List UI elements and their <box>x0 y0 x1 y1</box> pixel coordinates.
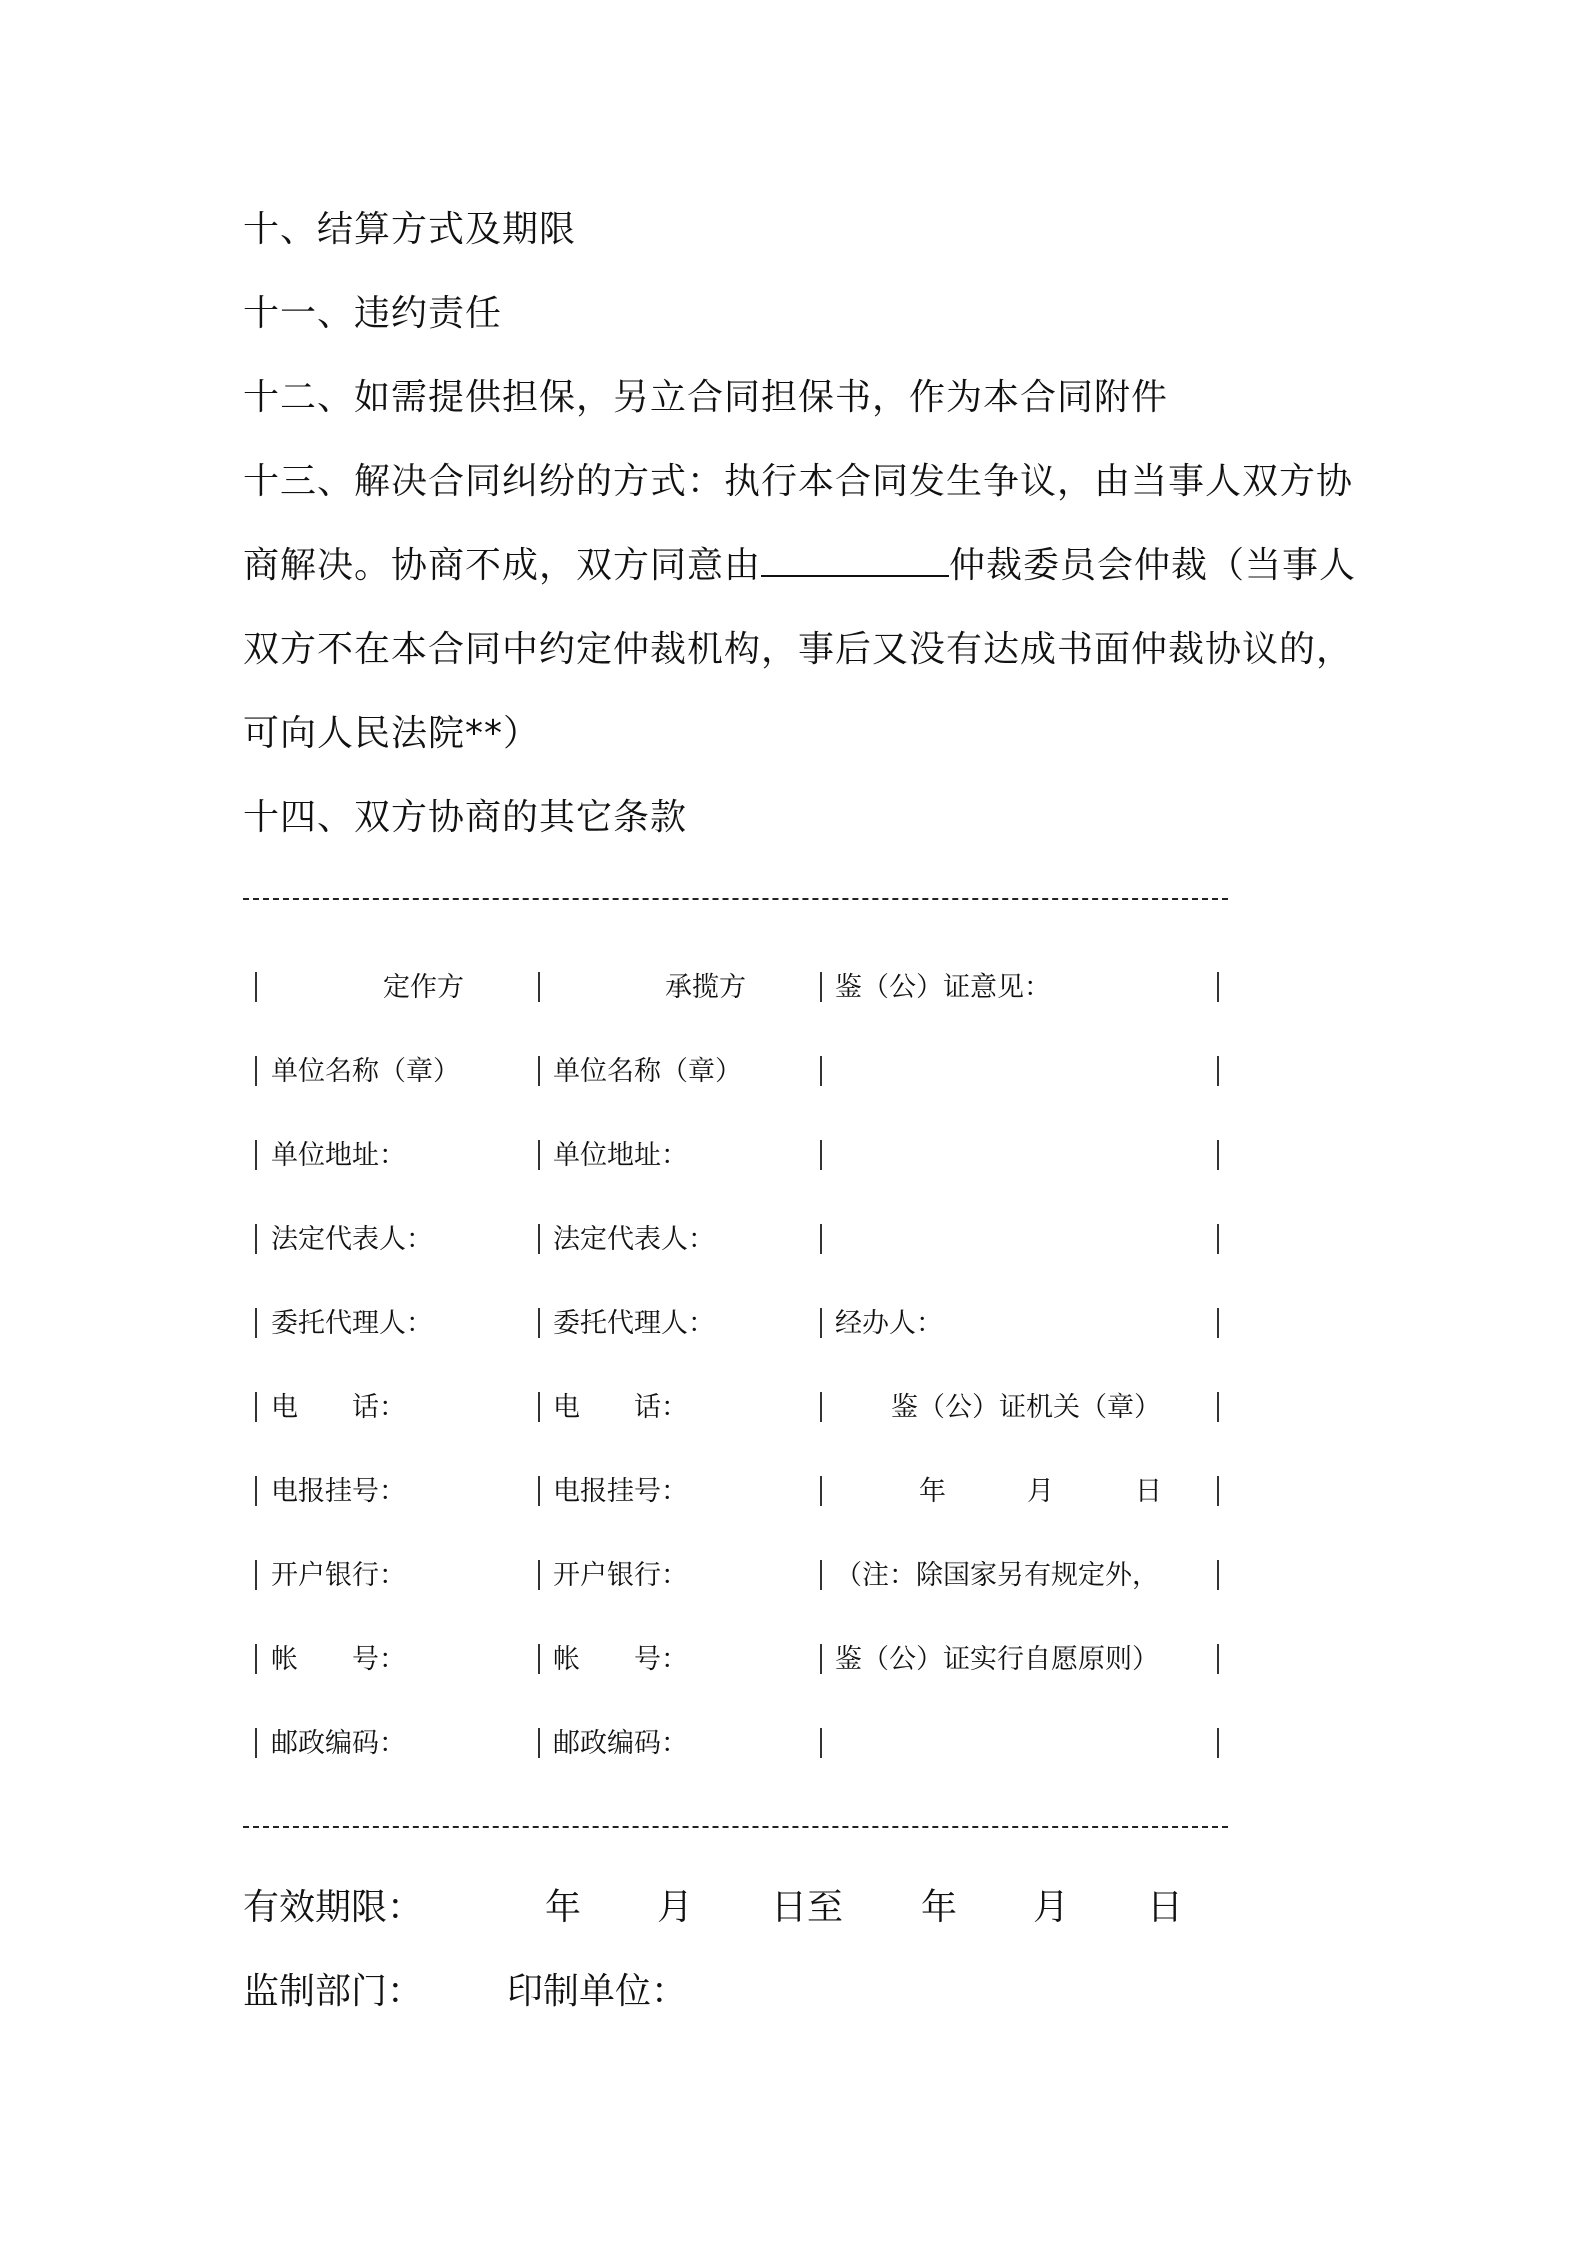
table-row <box>243 1052 1243 1092</box>
table-column-separator <box>538 1560 540 1590</box>
clause-13-line-2-end: 仲裁委员会仲裁（当事人 <box>949 545 1357 586</box>
validity-year-start: 年 <box>545 1887 582 1928</box>
notary-cell: （注：除国家另有规定外， <box>835 1560 1159 1591</box>
clause-12: 十二、如需提供担保，另立合同担保书，作为本合同附件 <box>243 377 1169 418</box>
party-b-cell: 开户银行： <box>553 1560 688 1591</box>
table-column-separator <box>255 1728 257 1758</box>
table-column-separator <box>820 1224 822 1254</box>
party-b-cell: 承揽方 <box>665 972 746 1003</box>
clause-13-line-4: 可向人民法院**） <box>243 713 541 754</box>
table-column-separator <box>255 1224 257 1254</box>
clause-13-line-3: 双方不在本合同中约定仲裁机构，事后又没有达成书面仲裁协议的， <box>243 629 1354 670</box>
table-column-separator <box>255 1476 257 1506</box>
table-column-separator <box>538 1644 540 1674</box>
notary-cell: 鉴（公）证机关（章） <box>891 1392 1161 1423</box>
party-a-cell: 委托代理人： <box>271 1308 433 1339</box>
table-row <box>243 1304 1243 1344</box>
validity-year-end: 年 <box>921 1887 958 1928</box>
party-a-cell: 定作方 <box>383 972 464 1003</box>
table-column-separator <box>1217 1560 1219 1590</box>
validity-day-to: 日至 <box>771 1887 844 1928</box>
table-column-separator <box>1217 1644 1219 1674</box>
table-column-separator <box>1217 1392 1219 1422</box>
validity-day-end: 日 <box>1147 1887 1184 1928</box>
table-column-separator <box>1217 972 1219 1002</box>
table-column-separator <box>820 972 822 1002</box>
table-column-separator <box>820 1560 822 1590</box>
table-row <box>243 1640 1243 1680</box>
table-column-separator <box>255 1560 257 1590</box>
party-b-cell: 委托代理人： <box>553 1308 715 1339</box>
notary-cell: 鉴（公）证意见： <box>835 972 1051 1003</box>
table-column-separator <box>538 972 540 1002</box>
table-column-separator <box>255 972 257 1002</box>
table-column-separator <box>538 1140 540 1170</box>
validity-month-start: 月 <box>657 1887 694 1928</box>
party-a-cell: 单位名称（章） <box>271 1056 460 1087</box>
dashed-divider-top <box>243 898 1228 900</box>
party-a-cell: 单位地址： <box>271 1140 406 1171</box>
party-b-cell: 帐 号： <box>553 1644 688 1675</box>
table-column-separator <box>820 1476 822 1506</box>
table-column-separator <box>538 1056 540 1086</box>
validity-label: 有效期限： <box>243 1887 424 1928</box>
table-column-separator <box>1217 1224 1219 1254</box>
table-column-separator <box>820 1392 822 1422</box>
table-column-separator <box>820 1308 822 1338</box>
table-column-separator <box>255 1392 257 1422</box>
table-column-separator <box>538 1476 540 1506</box>
table-column-separator <box>538 1728 540 1758</box>
clause-13-line-1: 十三、解决合同纠纷的方式：执行本合同发生争议，由当事人双方协 <box>243 461 1354 502</box>
party-b-cell: 法定代表人： <box>553 1224 715 1255</box>
table-row <box>243 1724 1243 1764</box>
party-a-cell: 电 话： <box>271 1392 406 1423</box>
party-a-cell: 开户银行： <box>271 1560 406 1591</box>
party-b-cell: 电报挂号： <box>553 1476 688 1507</box>
table-column-separator <box>538 1308 540 1338</box>
table-row <box>243 1556 1243 1596</box>
party-b-cell: 电 话： <box>553 1392 688 1423</box>
notary-cell: 鉴（公）证实行自愿原则） <box>835 1644 1159 1675</box>
party-b-cell: 单位地址： <box>553 1140 688 1171</box>
clause-11: 十一、违约责任 <box>243 293 503 334</box>
dashed-divider-bottom <box>243 1826 1228 1828</box>
table-column-separator <box>538 1392 540 1422</box>
table-column-separator <box>1217 1140 1219 1170</box>
arbitration-committee-blank[interactable] <box>761 545 949 577</box>
supervision-label: 监制部门： <box>243 1971 424 2012</box>
table-column-separator <box>255 1140 257 1170</box>
party-a-cell: 邮政编码： <box>271 1728 406 1759</box>
table-row <box>243 1388 1243 1428</box>
clause-14: 十四、双方协商的其它条款 <box>243 797 688 838</box>
table-column-separator <box>255 1308 257 1338</box>
table-row <box>243 1472 1243 1512</box>
party-b-cell: 单位名称（章） <box>553 1056 742 1087</box>
table-column-separator <box>820 1644 822 1674</box>
validity-month-end: 月 <box>1033 1887 1070 1928</box>
table-column-separator <box>820 1140 822 1170</box>
clause-13-line-2-start: 商解决。协商不成，双方同意由 <box>243 545 762 586</box>
table-row <box>243 1220 1243 1260</box>
table-column-separator <box>820 1056 822 1086</box>
table-row <box>243 968 1243 1008</box>
table-column-separator <box>820 1728 822 1758</box>
clause-13-line-2 <box>243 524 1363 608</box>
printer-label: 印制单位： <box>507 1971 688 2012</box>
table-column-separator <box>255 1644 257 1674</box>
table-column-separator <box>255 1056 257 1086</box>
table-column-separator <box>1217 1308 1219 1338</box>
table-column-separator <box>1217 1476 1219 1506</box>
table-column-separator <box>1217 1056 1219 1086</box>
party-b-cell: 邮政编码： <box>553 1728 688 1759</box>
table-column-separator <box>538 1224 540 1254</box>
clause-10: 十、结算方式及期限 <box>243 209 577 250</box>
party-a-cell: 法定代表人： <box>271 1224 433 1255</box>
party-a-cell: 电报挂号： <box>271 1476 406 1507</box>
table-column-separator <box>1217 1728 1219 1758</box>
table-row <box>243 1136 1243 1176</box>
notary-cell: 年 月 日 <box>919 1476 1162 1507</box>
party-a-cell: 帐 号： <box>271 1644 406 1675</box>
notary-cell: 经办人： <box>835 1308 943 1339</box>
